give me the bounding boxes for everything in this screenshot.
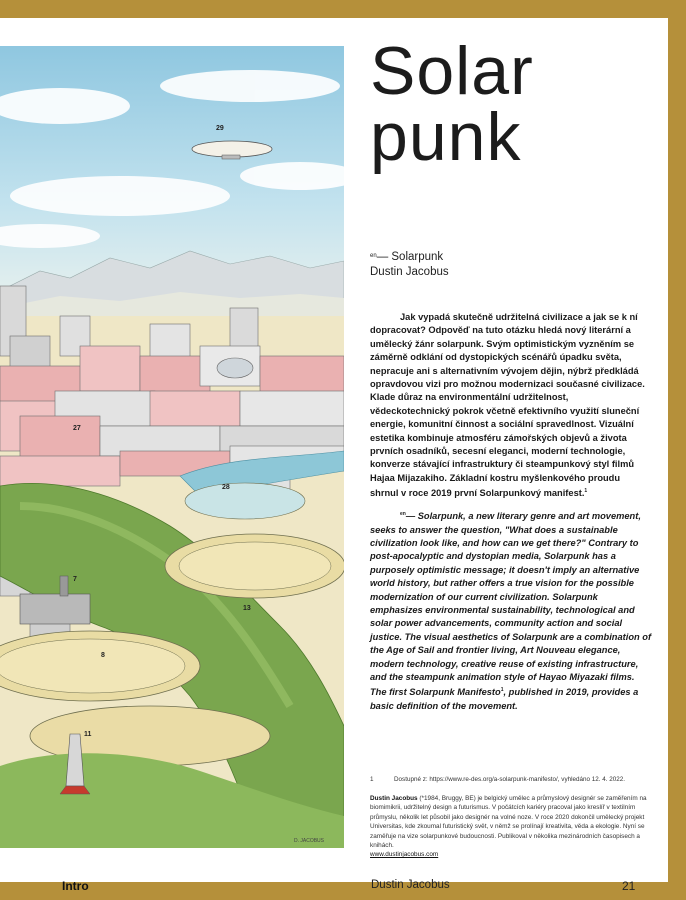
footer-section: Intro <box>62 879 89 893</box>
subtitle <box>370 250 449 280</box>
footnote <box>370 775 660 784</box>
footnote-number: 1 <box>370 776 374 783</box>
body-cz-text: Jak vypadá skutečně udržitelná civilizace a jak se k ní dopracovat? Odpověď na tuto otázku hledá nový literární a umělecký žánr solarpunk. Svým optimistickým vyzněním se záměrně odklání od dystopických scénářů úpadku světa, nepracuje ani s alternativním vývojem dějin, nýbrž předkládá opravdovou vizi pro možnou modernizaci současné civilizace. Klade důraz na environmentální udržitelnost, vědeckotechnický pokrok včetně efektivního využití sluneční energie, komunitní činnost a sociální spravedlnost. Vizuální estetika kombinuje atmosféru zámořských objevů a života prvních osadníků, secesní eleganci, moderní technologie, konverze stávající infrastruktury či steampunkový styl filmů Hajaa Mijazakiho. Základní kostru myšlenkového proudu shrnul v roce 2019 první Solarpunkový manifest. <box>370 312 645 499</box>
title-line-1: Solar <box>370 33 534 109</box>
subtitle-author: Dustin Jacobus <box>370 266 449 278</box>
solarpunk-city-illustration <box>0 46 344 848</box>
bio-text: (*1984, Bruggy, BE) je belgický umělec a průmyslový designér se zaměřením na biomimikrii, udržitelný design a futurismus. V počátcích kariéry pracoval jako kreslíř v textilním průmyslu, několik let působil jako designér na volné noze. V roce 2020 dokončil umělecký projekt Universitas, kde zkoumal futuristický svět, v němž se prolínají kreativita, věda a ekologie. Nyní se zaměřuje na vize solarpunkové budoucnosti. Publikoval v několika mezinárodních časopisech a knihách. <box>370 795 647 850</box>
footer-author: Dustin Jacobus <box>371 879 450 891</box>
lang-tag-en: en <box>400 511 406 517</box>
label-27: 27 <box>73 425 81 432</box>
label-11: 11 <box>84 731 92 738</box>
illustration-art <box>0 46 344 848</box>
label-8: 8 <box>101 652 105 659</box>
title-line-2: punk <box>370 99 522 175</box>
label-28: 28 <box>222 484 230 491</box>
body-text-czech <box>370 311 650 501</box>
body-en-end: , published in 2019, provides a basic definition of the movement. <box>370 687 639 711</box>
author-website-link[interactable]: www.dustinjacobus.com <box>370 851 439 859</box>
page-title <box>370 33 660 175</box>
body-text-english <box>370 508 652 713</box>
body-en-text: — Solarpunk, a new literary genre and art movement, seeks to answer the question, "What does a sustainable civilization look like, and how can we get there?" Contrary to post-apocalyptic and dystopian media, Solarpunk has a purposely optimistic message; it doesn't imply an alternative world history, but rather offers a true vision for the possible modernization of our current civilization. Solarpunk emphasizes environmental sustainability, technological and solar power advancements, community action and social justice. The visual aesthetics of Solarpunk are a combination of the Age of Sail and frontier living, Art Nouveau elegance, modern technology, creative reuse of existing infrastructure, and the steampunk animation style of Hayao Miyazaki films. The first Solarpunk Manifesto <box>370 511 652 698</box>
label-29: 29 <box>216 125 224 132</box>
footnote-ref-cz: 1 <box>584 488 588 495</box>
author-bio <box>370 794 656 860</box>
label-7: 7 <box>73 576 77 583</box>
page-number: 21 <box>622 879 636 893</box>
lang-tag: en <box>370 253 377 259</box>
footnote-text: Dostupné z: https://www.re-des.org/a-solarpunk-manifesto/, vyhledáno 12. 4. 2022. <box>394 776 626 783</box>
subtitle-english: — Solarpunk <box>376 251 444 263</box>
label-13: 13 <box>243 605 251 612</box>
artist-signature: D. JACOBUS <box>294 838 325 844</box>
footnote-ref-en: 1 <box>500 687 504 694</box>
page <box>0 18 668 893</box>
bio-name: Dustin Jacobus <box>370 795 418 802</box>
